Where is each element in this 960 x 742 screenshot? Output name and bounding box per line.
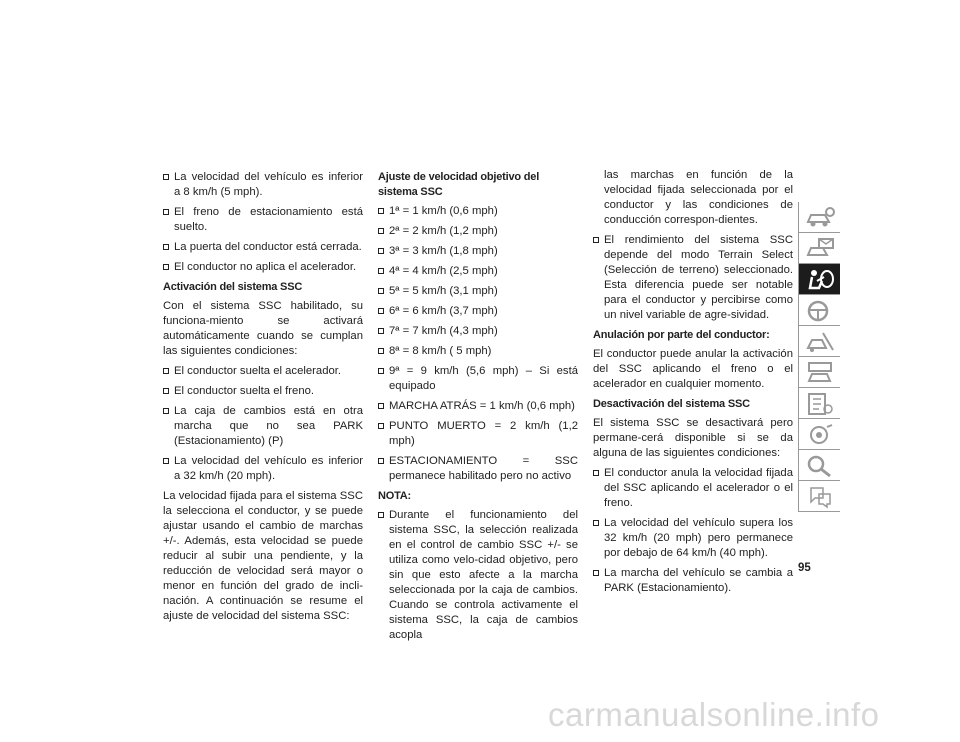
list-item: Durante el funcionamiento del sistema SSC, la selección realizada en el control de cambio SSC +/- se utiliza como velo-cidad objetivo, pero sin que esto afecte a la marcha seleccionada por la caja de cambios. Cuando se controla activamente el sistema SSC, la caja de cambios acopla — [378, 508, 578, 643]
search-icon — [805, 454, 835, 478]
list-item: ESTACIONAMIENTO = SSC permanece habilitado pero no activo — [378, 454, 578, 484]
tab-index[interactable] — [798, 450, 840, 481]
tab-service[interactable] — [798, 357, 840, 388]
watermark: carmanualsonline.info — [548, 696, 880, 733]
tab-car-message[interactable] — [798, 233, 840, 264]
car-dashboard-icon — [805, 206, 835, 228]
page-number: 95 — [798, 562, 811, 574]
section-heading-target-speed: Ajuste de velocidad objetivo del sistema SSC — [378, 171, 540, 198]
list-item: El rendimiento del sistema SSC depende del modo Terrain Select (Selección de terreno) seleccionado. Esta diferencia puede ser notable para el conductor y percibirse como un nivel variable de agre-sividad. — [593, 233, 793, 323]
list-item: 6ª = 6 km/h (3,7 mph) — [378, 304, 578, 319]
list-item: El freno de estacionamiento está suelto. — [163, 205, 363, 235]
steering-wheel-icon — [805, 299, 835, 323]
airbag-person-icon — [805, 268, 835, 292]
tab-multimedia[interactable] — [798, 419, 840, 450]
column-3 — [593, 170, 793, 601]
list-item: 7ª = 7 km/h (4,3 mph) — [378, 324, 578, 339]
tab-specifications[interactable] — [798, 388, 840, 419]
list-item: La puerta del conductor está cerrada. — [163, 240, 363, 255]
column-1 — [163, 170, 363, 629]
list-item: La velocidad del vehículo es inferior a 8 km/h (5 mph). — [163, 170, 363, 200]
list-item: 1ª = 1 km/h (0,6 mph) — [378, 204, 578, 219]
list-item: PUNTO MUERTO = 2 km/h (1,2 mph) — [378, 419, 578, 449]
multimedia-icon — [805, 423, 835, 447]
paragraph: El conductor puede anular la activación del SSC aplicando el freno o el acelerador en cualquier momento. — [593, 348, 793, 390]
list-item: 4ª = 4 km/h (2,5 mph) — [378, 264, 578, 279]
paragraph: Con el sistema SSC habilitado, su funciona-miento se activará automáticamente cuando se cumplan las siguientes condiciones: — [163, 300, 363, 357]
list-item: El conductor no aplica el acelerador. — [163, 260, 363, 275]
chapter-tabs — [798, 202, 840, 512]
car-crash-icon — [805, 330, 835, 354]
note-label: NOTA: — [378, 490, 412, 502]
list-item: La caja de cambios está en otra marcha que no sea PARK (Estacionamiento) (P) — [163, 404, 363, 449]
paragraph: La velocidad fijada para el sistema SSC la selecciona el conductor, y se puede ajustar usando el cambio de marchas +/-. Además, esta velocidad se puede reducir al subir una pendiente, y la reducción de velocidad será mayor o menor en función del grado de incli-nación. A continuación se resume el ajuste de velocidad del sistema SSC: — [163, 490, 363, 622]
section-heading-activation: Activación del sistema SSC — [163, 281, 303, 293]
car-message-icon — [805, 237, 835, 259]
list-item: 3ª = 3 km/h (1,8 mph) — [378, 244, 578, 259]
language-icon — [805, 485, 835, 509]
list-item: La velocidad del vehículo es inferior a 32 km/h (20 mph). — [163, 454, 363, 484]
tab-safety[interactable] — [798, 264, 840, 295]
list-item: El conductor suelta el freno. — [163, 384, 363, 399]
continued-text: las marchas en función de la velocidad fijada seleccionada por el conductor y las condiciones de conducción correspon-dientes. — [604, 169, 793, 226]
tab-language[interactable] — [798, 481, 840, 512]
paragraph: El sistema SSC se desactivará pero permane-cerá disponible si se da alguna de las siguientes condiciones: — [593, 417, 793, 459]
list-item: 9ª = 9 km/h (5,6 mph) – Si está equipado — [378, 364, 578, 394]
section-heading-deactivation: Desactivación del sistema SSC — [593, 398, 750, 410]
checklist-icon — [805, 392, 835, 416]
list-item: 8ª = 8 km/h ( 5 mph) — [378, 344, 578, 359]
list-item: 2ª = 2 km/h (1,2 mph) — [378, 224, 578, 239]
car-service-icon — [805, 361, 835, 385]
section-heading-override: Anulación por parte del conductor: — [593, 329, 770, 341]
tab-steering[interactable] — [798, 295, 840, 326]
list-item: El conductor anula la velocidad fijada del SSC aplicando el acelerador o el freno. — [593, 466, 793, 511]
list-item: MARCHA ATRÁS = 1 km/h (0,6 mph) — [378, 399, 578, 414]
list-item: La velocidad del vehículo supera los 32 km/h (20 mph) pero permanece por debajo de 64 km/h (40 mph). — [593, 516, 793, 561]
tab-emergency[interactable] — [798, 326, 840, 357]
list-item: 5ª = 5 km/h (3,1 mph) — [378, 284, 578, 299]
tab-car-dashboard[interactable] — [798, 202, 840, 233]
list-item: La marcha del vehículo se cambia a PARK (Estacionamiento). — [593, 566, 793, 596]
list-item: El conductor suelta el acelerador. — [163, 364, 363, 379]
column-2 — [378, 170, 578, 648]
